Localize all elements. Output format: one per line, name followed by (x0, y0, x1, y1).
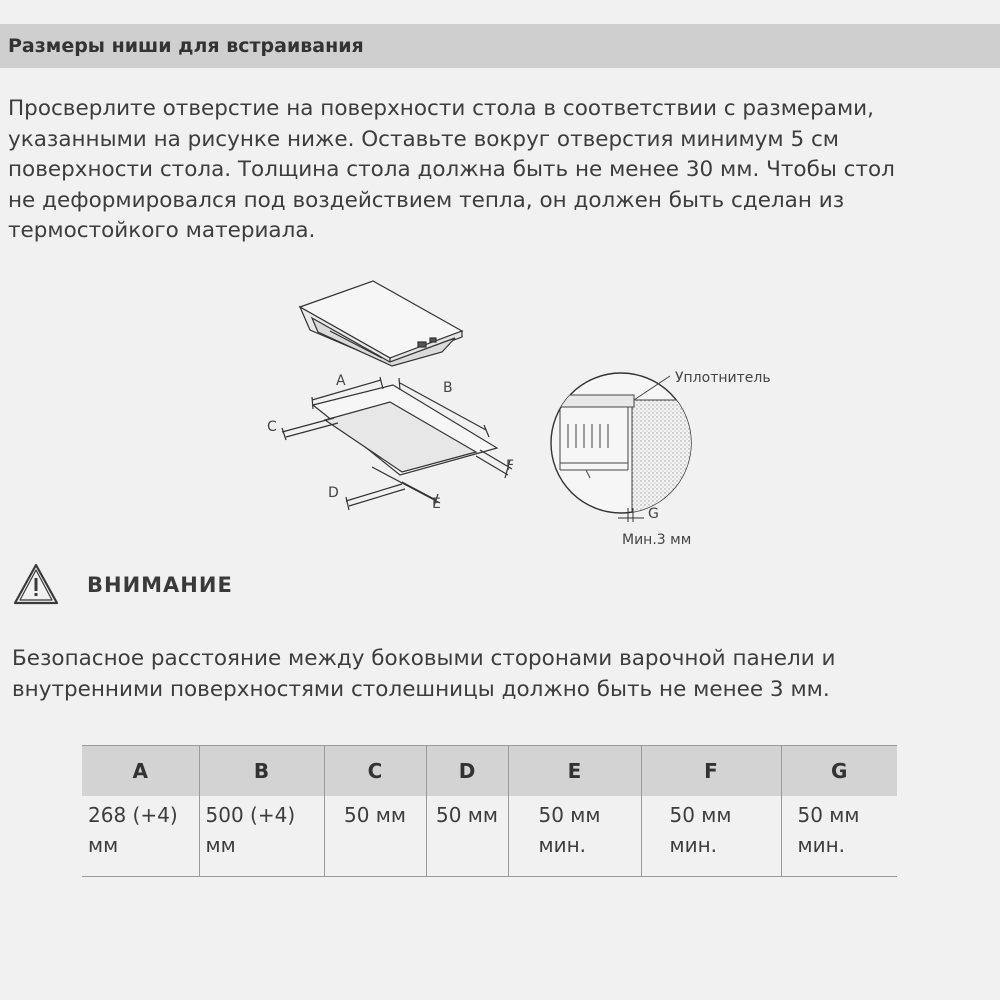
label-b: B (443, 380, 453, 396)
cell-value: 50 мм (669, 803, 732, 827)
cell-value: 268 (+4) (88, 803, 178, 827)
header-a: A (82, 746, 199, 797)
label-g: G (648, 506, 659, 522)
cell-value: 50 мм (436, 803, 498, 827)
intro-paragraph (8, 94, 993, 247)
cell-value: 50 мм (538, 803, 601, 827)
section-header (0, 24, 1000, 68)
cell-a (82, 796, 199, 877)
warning-triangle-icon (12, 562, 60, 606)
header-d: D (426, 746, 508, 797)
seal-detail (540, 373, 692, 522)
cell-value: 500 (+4) (205, 803, 296, 827)
header-b: B (199, 746, 324, 797)
table-row (82, 796, 897, 877)
header-e: E (508, 746, 641, 797)
cell-d (426, 796, 508, 877)
intro-line: Просверлите отверстие на поверхности стола в соответствии с размерами, (8, 96, 874, 121)
label-c: C (267, 419, 277, 435)
label-f: F (506, 458, 515, 474)
intro-line: термостойкого материала. (8, 218, 316, 243)
warning-line: внутренними поверхностями столешницы должно быть не менее 3 мм. (12, 677, 830, 702)
hob-drawing (300, 281, 462, 366)
cell-e (508, 796, 641, 877)
intro-line: не деформировался под воздействием тепла, он должен быть сделан из (8, 187, 845, 213)
cell-unit: мин. (669, 833, 718, 857)
warning-title: ВНИМАНИЕ (87, 573, 233, 597)
intro-line: указанными на рисунке ниже. Оставьте вокруг отверстия минимум 5 см (8, 126, 840, 152)
seal-label: Уплотнитель (675, 370, 771, 386)
label-e: E (432, 496, 441, 512)
cutout-drawing (282, 377, 515, 510)
cell-unit: мм (205, 833, 236, 857)
section-title: Размеры ниши для встраивания (8, 35, 364, 57)
warning-line: Безопасное расстояние между боковыми сторонами варочной панели и (12, 646, 836, 671)
min-gap-label: Мин.3 мм (622, 532, 692, 548)
installation-figure (0, 270, 1000, 560)
header-f: F (641, 746, 781, 797)
cell-b (199, 796, 324, 877)
cell-unit: мин. (538, 833, 587, 857)
cell-f (641, 796, 781, 877)
cell-value: 50 мм (344, 803, 406, 827)
label-d: D (328, 485, 339, 501)
warning-text (12, 643, 992, 705)
cell-g (781, 796, 897, 877)
cell-unit: мин. (797, 833, 846, 857)
cell-value: 50 мм (797, 803, 860, 827)
table-header-row (82, 746, 897, 797)
header-g: G (781, 746, 897, 797)
cell-c (324, 796, 426, 877)
intro-line: поверхности стола. Толщина стола должна быть не менее 30 мм. Чтобы стол (8, 157, 895, 182)
cell-unit: мм (88, 833, 119, 857)
label-a: A (336, 373, 346, 389)
dimensions-table (82, 745, 897, 877)
header-c: C (324, 746, 426, 797)
